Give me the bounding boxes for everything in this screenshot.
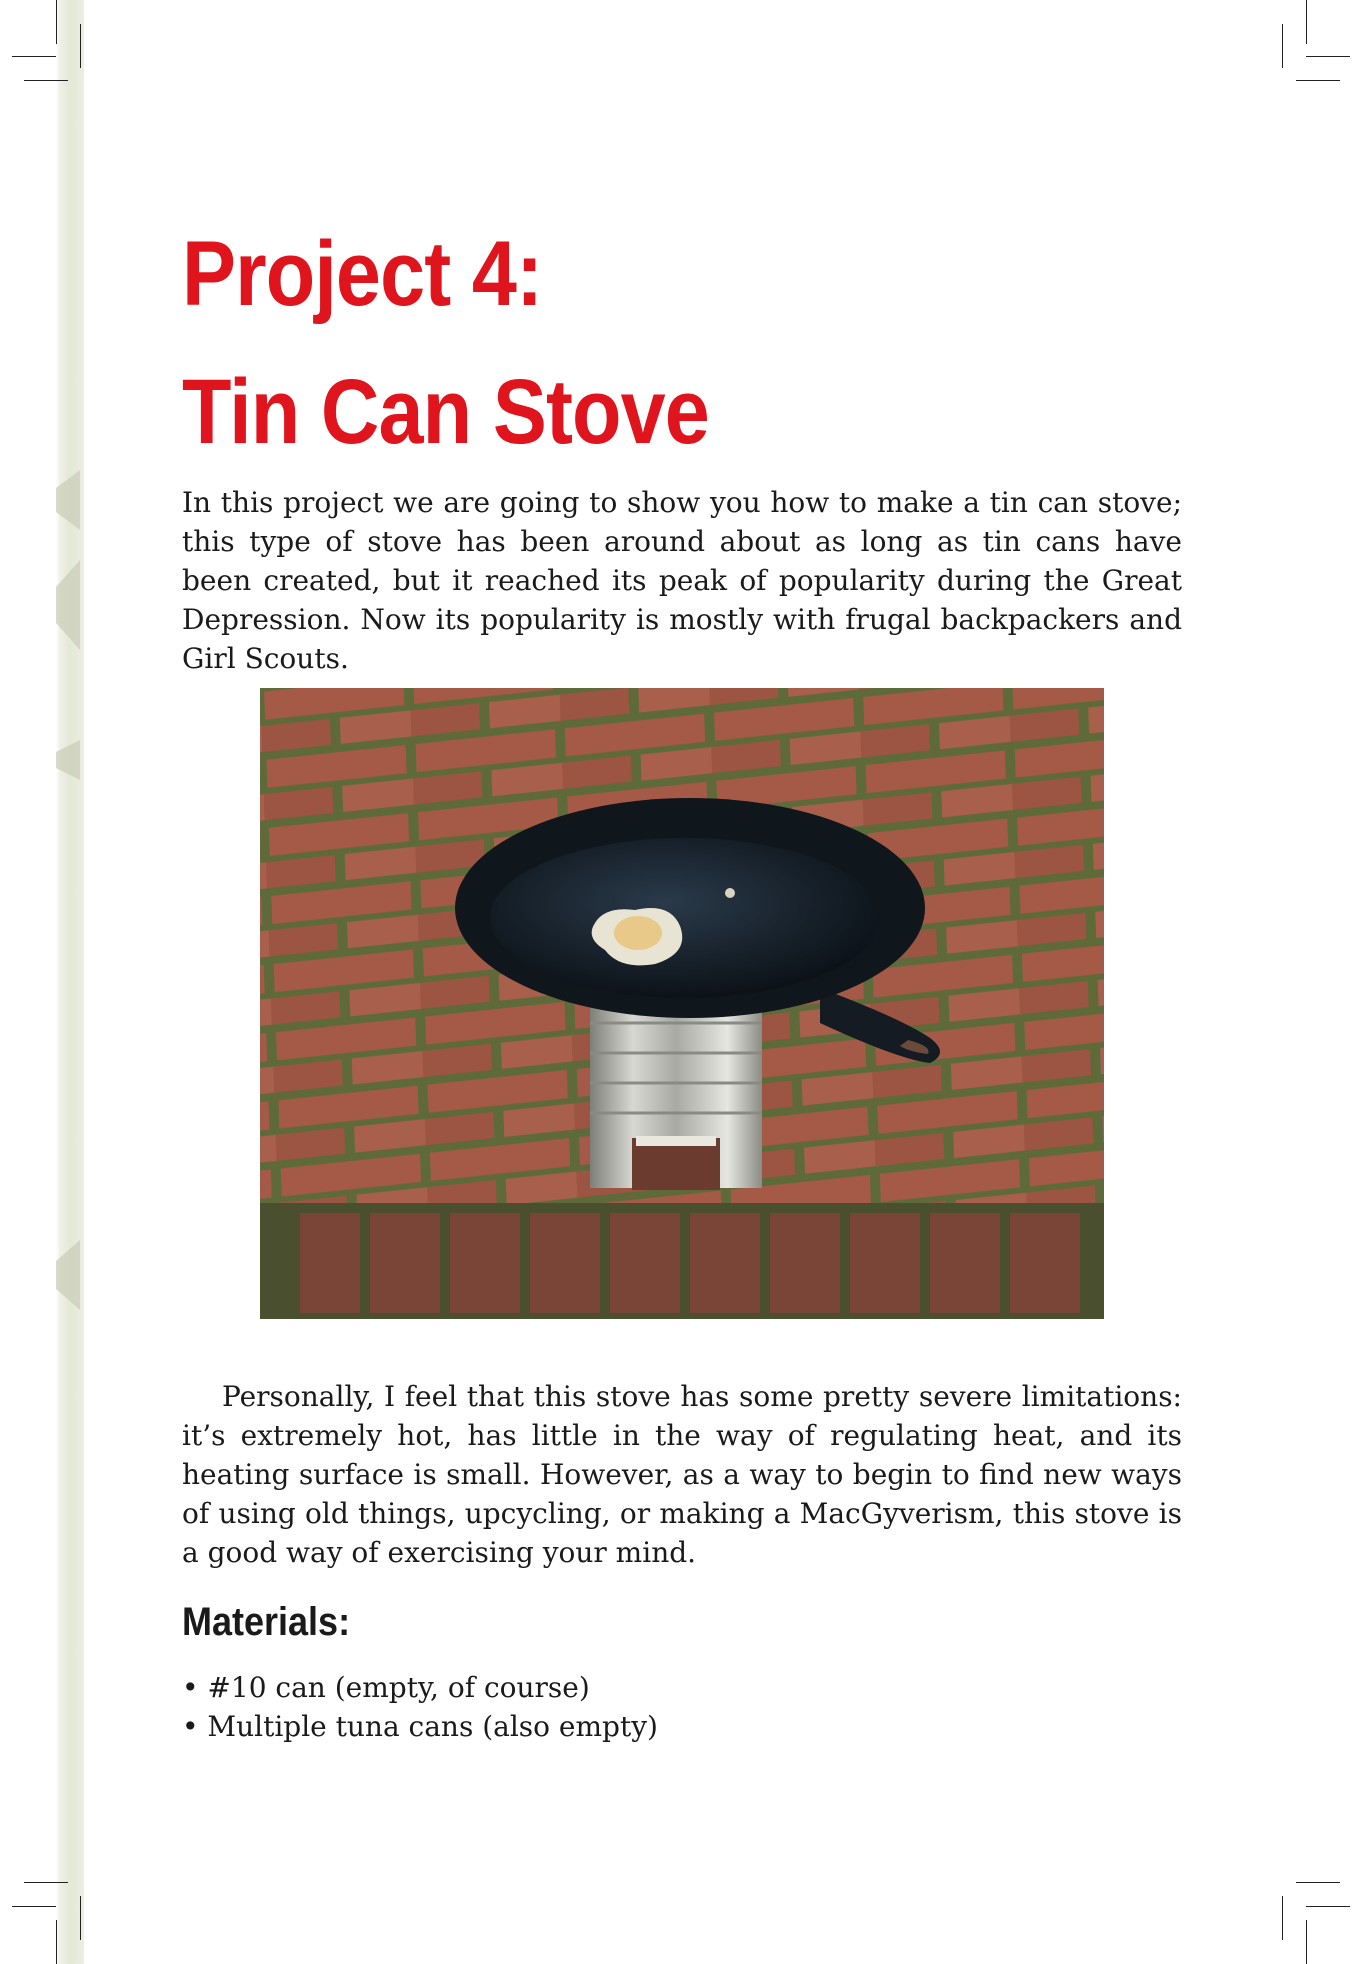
crop-mark bbox=[24, 80, 68, 81]
materials-heading: Materials: bbox=[182, 1600, 351, 1644]
list-item: • Multiple tuna cans (also empty) bbox=[182, 1707, 658, 1746]
crop-mark bbox=[12, 1906, 56, 1907]
title-line-2: Tin Can Stove bbox=[182, 361, 709, 463]
materials-list bbox=[182, 1668, 658, 1746]
crop-mark bbox=[1306, 1920, 1307, 1964]
crop-mark bbox=[1306, 1906, 1350, 1907]
stove-photo-illustration bbox=[260, 688, 1104, 1319]
crop-mark bbox=[56, 1920, 57, 1964]
crop-mark bbox=[24, 1882, 68, 1883]
page-bleed-strip bbox=[0, 0, 84, 1964]
crop-mark bbox=[1296, 80, 1340, 81]
crop-mark bbox=[1282, 1896, 1283, 1940]
crop-mark bbox=[1306, 0, 1307, 44]
list-item: • #10 can (empty, of course) bbox=[182, 1668, 658, 1707]
crop-mark bbox=[56, 0, 57, 44]
limitations-paragraph: Personally, I feel that this stove has some pretty severe limitations: it’s extremely hot, has little in the way of regulating heat, and its heating surface is small. However, as a way to begin to find new ways of using old things, upcycling, or making a MacGyverism, this stove is a good way of exercising your mind. bbox=[182, 1380, 1182, 1569]
crop-mark bbox=[1296, 1882, 1340, 1883]
crop-mark bbox=[80, 1896, 81, 1940]
crop-mark bbox=[1282, 24, 1283, 68]
intro-paragraph: In this project we are going to show you how to make a tin can stove; this type of stove has been around about as long as tin cans have been created, but it reached its peak of popularity during the Great Depression. Now its popularity is mostly with frugal backpackers and Girl Scouts. bbox=[182, 486, 1182, 675]
crop-mark bbox=[12, 56, 56, 57]
page-title bbox=[182, 205, 709, 481]
crop-mark bbox=[80, 24, 81, 68]
crop-mark bbox=[1306, 56, 1350, 57]
title-line-1: Project 4: bbox=[182, 223, 543, 325]
stove-photo bbox=[260, 688, 1104, 1319]
